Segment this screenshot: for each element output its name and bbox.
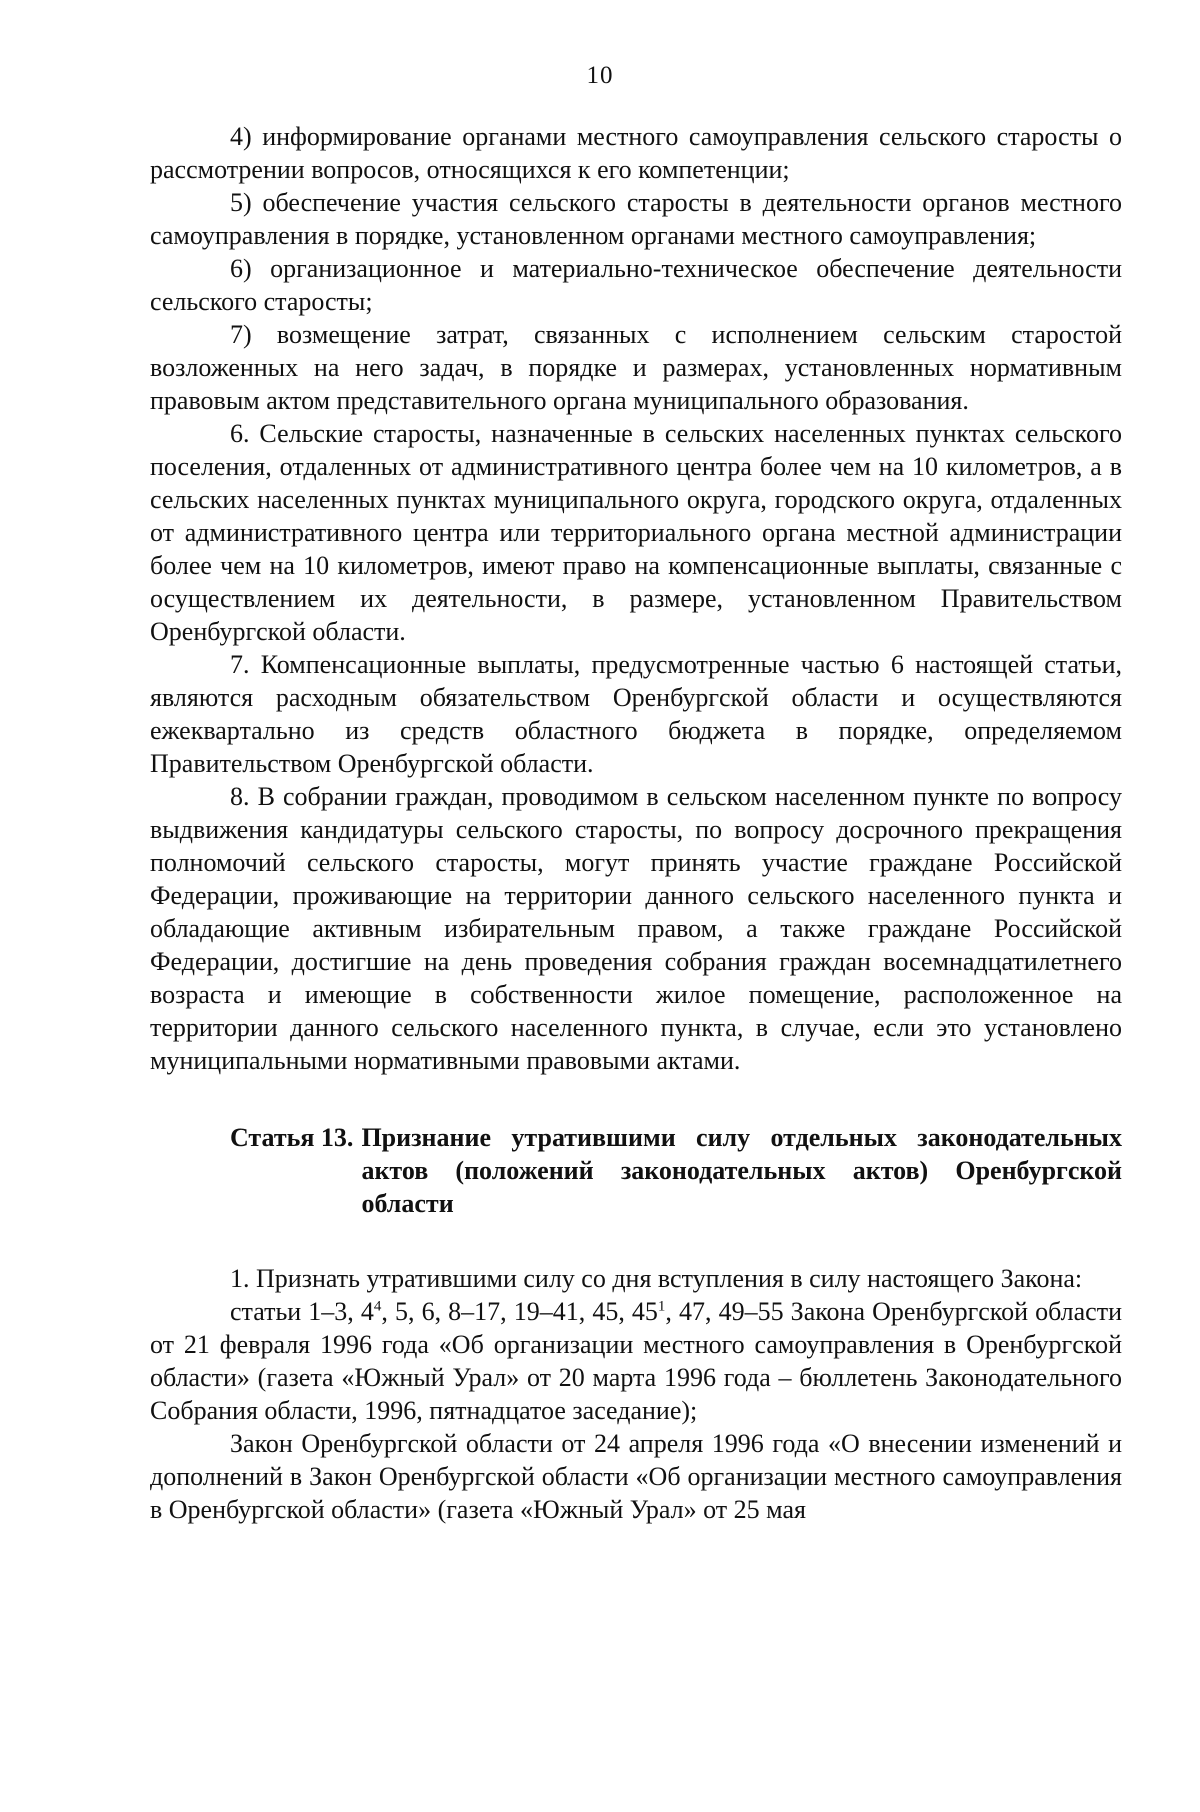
repealed-articles-text-a: статьи 1–3, 4 [230,1297,374,1326]
paragraph-article13-part-1: 1. Признать утратившими силу со дня вступления в силу настоящего Закона: [230,1264,1083,1293]
article-title: Признание утратившими силу отдельных законодательных актов (положений законодательных актов) Оренбургской области [361,1123,1122,1218]
list-item-7: 7) возмещение затрат, связанных с исполнением сельским старостой возложенных на него задач, в порядке и размерах, установленных нормативным правовым актом представительного органа муниципального образования. [150,320,1122,415]
article-heading [150,1121,1122,1220]
page-number: 10 [586,62,614,89]
paragraph-part-8: 8. В собрании граждан, проводимом в сельском населенном пункте по вопросу выдвижения кандидатуры сельского старосты, по вопросу досрочного прекращения полномочий сельского старосты, могут принять участие граждане Российской Федерации, проживающие на территории данного сельского населенного пункта и обладающие активным избирательным правом, а также граждане Российской Федерации, достигшие на день проведения собрания граждан восемнадцатилетнего возраста и имеющие в собственности жилое помещение, расположенное на территории данного сельского населенного пункта, в случае, если это установлено муниципальными нормативными правовыми актами. [150,782,1122,1075]
list-item-4: 4) информирование органами местного самоуправления сельского старосты о рассмотрении вопросов, относящихся к его компетенции; [150,122,1122,184]
superscript-4: 4 [373,1298,382,1315]
repealed-articles-text-b: , 5, 6, 8–17, 19–41, 45, 45 [381,1297,658,1326]
superscript-1: 1 [657,1298,666,1315]
paragraph-part-7: 7. Компенсационные выплаты, предусмотренные частью 6 настоящей статьи, являются расходным обязательством Оренбургской области и осуществляются ежеквартально из средств областного бюджета в порядке, определяемом Правительством Оренбургской области. [150,650,1122,778]
repealed-articles-text-c: , 47, 49–55 Закона Оренбургской области от 21 февраля 1996 года «Об организации местного самоуправления в Оренбургской области» (газета «Южный Урал» от 20 марта 1996 года – бюллетень Законодательного Собрания области, 1996, пятнадцатое заседание); [150,1297,1122,1425]
paragraph-part-6: 6. Сельские старосты, назначенные в сельских населенных пунктах сельского поселения, отдаленных от административного центра более чем на 10 километров, а в сельских населенных пунктах муниципального округа, городского округа, отдаленных от административного центра или территориального органа местной администрации более чем на 10 километров, имеют право на компенсационные выплаты, связанные с осуществлением их деятельности, в размере, установленном Правительством Оренбургской области. [150,419,1122,646]
document-body [150,120,1122,1526]
article-number: Статья 13. [230,1123,354,1152]
paragraph-repealed-law-1996: Закон Оренбургской области от 24 апреля 1996 года «О внесении изменений и дополнений в Закон Оренбургской области «Об организации местного самоуправления в Оренбургской области» (газета «Южный Урал» от 25 мая [150,1429,1122,1524]
paragraph-repealed-articles [150,1295,1122,1427]
list-item-5: 5) обеспечение участия сельского старосты в деятельности органов местного самоуправления в порядке, установленном органами местного самоуправления; [150,188,1122,250]
list-item-6: 6) организационное и материально-техническое обеспечение деятельности сельского старосты; [150,254,1122,316]
